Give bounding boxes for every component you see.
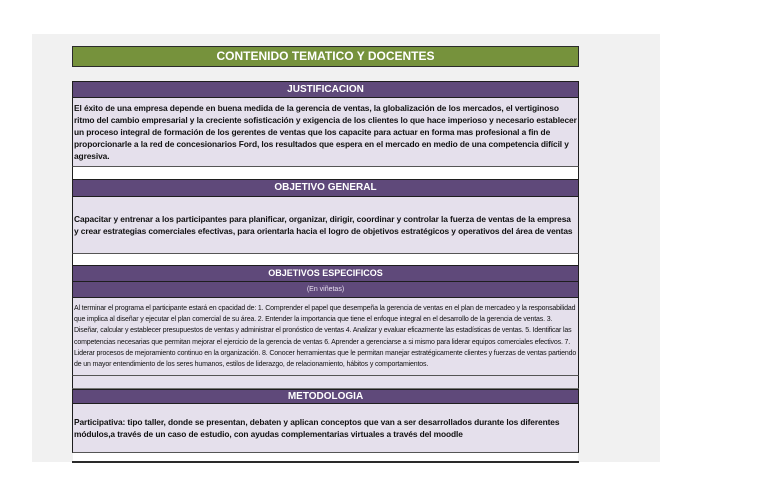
spacer-row [72,254,579,265]
section-body-metodologia [72,404,579,453]
section-header-objetivos-especificos: OBJETIVOS ESPECIFICOS [72,265,579,282]
spacer-row [72,167,579,179]
section-header-justificacion: JUSTIFICACION [72,81,579,98]
section-body-objetivos-especificos [72,298,579,376]
table-bottom-border [72,461,579,463]
section-header-objetivo-general: OBJETIVO GENERAL [72,179,579,197]
section-body-objetivo-general [72,197,579,254]
empty-row [72,376,579,389]
objetivo-general-text: Capacitar y entrenar a los participantes para planificar, organizar, dirigir, coordinar y controlar la fuerza de ventas de la empresa y crear estrategias comerciales efectivas, para orientarla hacia el logro de objetivos estratégicos y operativos del área de ventas [74,214,573,236]
justificacion-text: El éxito de una empresa depende en buena medida de la gerencia de ventas, la globalización de los mercados, el vertiginoso ritmo del cambio empresarial y la creciente sofisticación y exigencia de los clientes lo que hace imperioso y necesario establecer un proceso integral de formación de los gerentes de ventas que los capacite para actuar en forma mas profesional a fin de proporcionarle a la red de concesionarios Ford, los resultados que espera en el mercado en medio de una competencia difícil y agresiva. [74,103,577,161]
document-title: CONTENIDO TEMATICO Y DOCENTES [72,46,579,67]
section-subheader-en-vinetas: (En viñetas) [72,282,579,298]
section-body-justificacion [72,98,579,167]
objetivos-especificos-text: Al terminar el programa el participante estará en cpacidad de: 1. Comprender el papel que desempeña la gerencia de ventas en el plan de mercadeo y la responsabilidad que implica al diseñar y ejecutar el plan comercial de su área. 2. Entender la importancia que tiene el enfoque integral en el desarrollo de la gerencia de ventas. 3. Diseñar, calcular y establecer presupuestos de ventas y administrar el pronóstico de ventas 4. Analizar y evaluar eficazmente las estadísticas de ventas. 5. Identificar las competencias necesarias que permitan mejorar el ejercicio de la gerencia de ventas 6. Aprender a gerenciarse a si mismo para liderar equipos comerciales efectivos. 7. Liderar procesos de mejoramiento continuo en la organización. 8. Conocer herramientas que le permitan manejar estratégicamente clientes y fuerzas de ventas partiendo de un mayor entendimiento de los seres humanos, estilos de liderazgo, de relacionamiento, hábitos y comportamientos. [74,304,577,368]
section-header-metodologia: METODOLOGIA [72,389,579,404]
spacer-row [73,453,578,461]
metodologia-text: Participativa: tipo taller, donde se presentan, debaten y aplican conceptos que van a ser desarrollados durante los diferentes módulos,a través de un caso de estudio, con ayudas complementarias virtuales a través del moodle [74,417,560,439]
